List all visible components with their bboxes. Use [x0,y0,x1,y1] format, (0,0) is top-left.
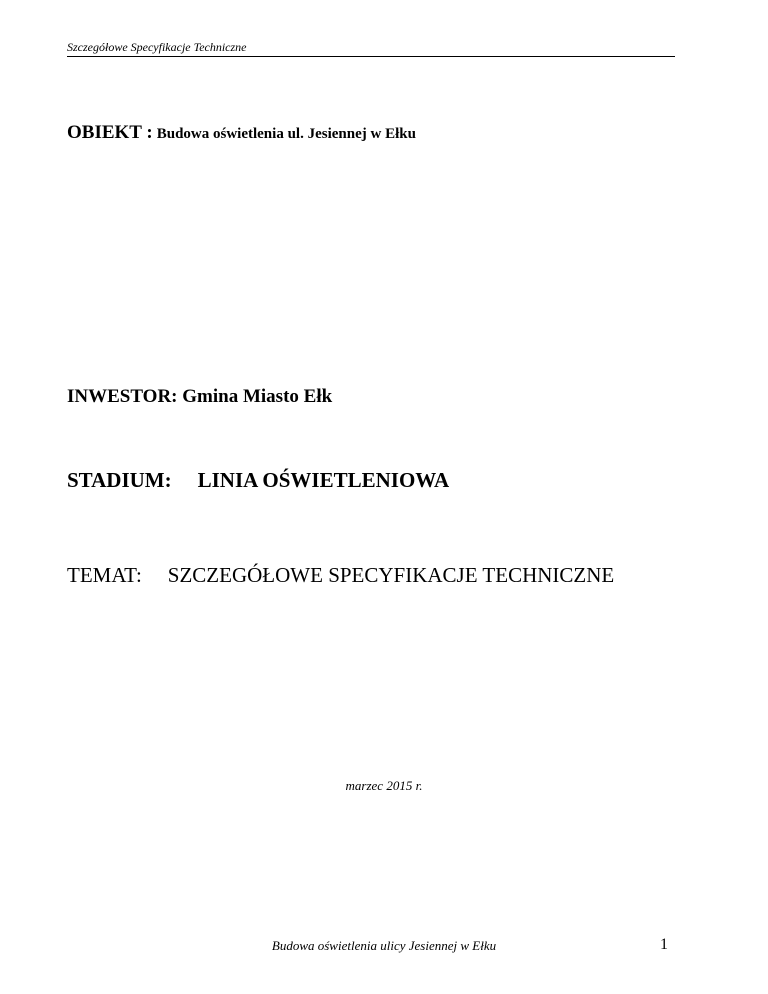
obiekt-label: OBIEKT : [67,122,153,143]
temat-value: SZCZEGÓŁOWE SPECYFIKACJE TECHNICZNE [167,563,615,587]
obiekt-line [67,122,416,144]
temat-line [67,563,614,588]
stadium-label: STADIUM: [67,468,172,492]
inwestor-label: INWESTOR: [67,386,178,407]
stadium-line [67,468,449,493]
stadium-value: LINIA OŚWIETLENIOWA [197,468,450,492]
running-header: Szczegółowe Specyfikacje Techniczne [67,40,675,57]
obiekt-value: Budowa oświetlenia ul. Jesiennej w Ełku [156,126,416,142]
footer-text: Budowa oświetlenia ulicy Jesiennej w Ełku [271,938,497,953]
inwestor-line [67,386,332,408]
page-number: 1 [660,936,668,953]
inwestor-value: Gmina Miasto Ełk [182,386,333,407]
document-date: marzec 2015 r. [345,778,423,793]
temat-label: TEMAT: [67,563,142,587]
